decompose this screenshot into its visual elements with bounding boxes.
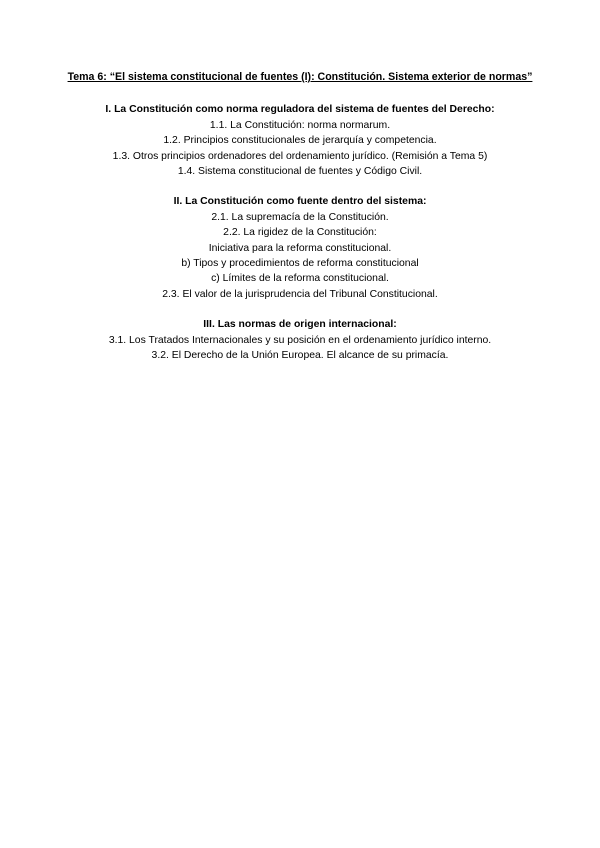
document-title: Tema 6: “El sistema constitucional de fuentes (I): Constitución. Sistema exterior de normas” — [67, 71, 533, 83]
outline-item: 2.2. La rigidez de la Constitución: — [223, 227, 377, 239]
section-heading: III. Las normas de origen internacional: — [203, 319, 397, 331]
document-content — [60, 70, 540, 379]
outline-item: 1.4. Sistema constitucional de fuentes y Código Civil. — [177, 166, 423, 178]
outline-item: c) Límites de la reforma constitucional. — [211, 273, 389, 285]
outline-item: Iniciativa para la reforma constitucional. — [208, 242, 392, 254]
outline-item: 2.3. El valor de la jurisprudencia del Tribunal Constitucional. — [162, 288, 438, 300]
outline-item: 2.1. La supremacía de la Constitución. — [211, 211, 389, 223]
section-heading: II. La Constitución como fuente dentro del sistema: — [173, 196, 427, 208]
section-1 — [60, 102, 540, 179]
outline-item: 1.2. Principios constitucionales de jerarquía y competencia. — [163, 135, 437, 147]
outline-item: 3.2. El Derecho de la Unión Europea. El alcance de su primacía. — [151, 350, 449, 362]
section-2 — [60, 194, 540, 302]
outline-item: 1.1. La Constitución: norma normarum. — [209, 119, 391, 131]
outline-item: 1.3. Otros principios ordenadores del ordenamiento jurídico. (Remisión a Tema 5) — [112, 150, 488, 162]
outline-item: b) Tipos y procedimientos de reforma constitucional — [181, 258, 419, 270]
section-3 — [60, 317, 540, 363]
section-heading: I. La Constitución como norma reguladora del sistema de fuentes del Derecho: — [105, 104, 495, 116]
outline-item: 3.1. Los Tratados Internacionales y su posición en el ordenamiento jurídico interno. — [108, 334, 492, 346]
